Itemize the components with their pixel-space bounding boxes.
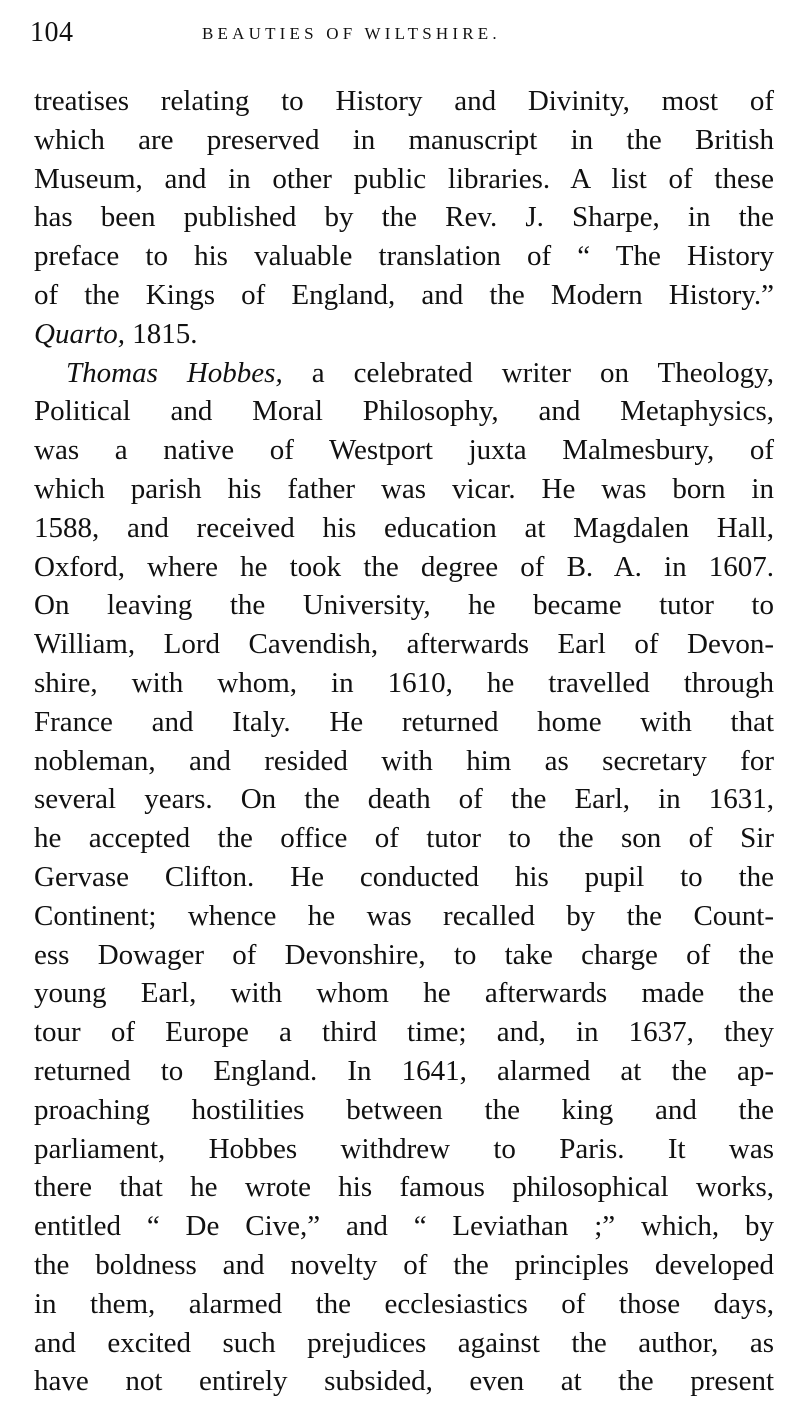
page-header <box>30 16 775 50</box>
text-line: Museum, and in other public libraries. A list of these <box>34 162 774 195</box>
text-line <box>34 354 774 393</box>
text-line: have not entirely subsided, even at the present <box>34 1365 774 1398</box>
text-line: several years. On the death of the Earl, in 1631, <box>34 783 774 816</box>
text-line: entitled “ De Cive,” and “ Leviathan ;” which, by <box>34 1210 774 1243</box>
italic-text: Quarto, <box>34 317 126 350</box>
italic-name: Thomas Hobbes, <box>66 356 283 389</box>
text-line: William, Lord Cavendish, afterwards Earl of Devon- <box>34 628 774 661</box>
text-line: preface to his valuable translation of “ The History <box>34 240 774 273</box>
text-line: On leaving the University, he became tutor to <box>34 589 774 622</box>
text-line: Gervase Clifton. He conducted his pupil to the <box>34 860 774 893</box>
running-title: BEAUTIES OF WILTSHIRE. <box>202 24 501 43</box>
text-line: 1588, and received his education at Magdalen Hall, <box>34 511 774 544</box>
page-number: 104 <box>30 17 74 48</box>
text-line: proaching hostilities between the king and the <box>34 1093 774 1126</box>
text-line: which parish his father was vicar. He was born in <box>34 472 774 505</box>
text-line: young Earl, with whom he afterwards made the <box>34 977 774 1010</box>
text-line: shire, with whom, in 1610, he travelled through <box>34 666 774 699</box>
text-line: Continent; whence he was recalled by the Count- <box>34 899 774 932</box>
text-line: in them, alarmed the ecclesiastics of those days, <box>34 1287 774 1320</box>
text-span: 1815. <box>125 317 198 350</box>
text-line: of the Kings of England, and the Modern History.” <box>34 278 774 311</box>
text-line: France and Italy. He returned home with that <box>34 705 774 738</box>
text-line: returned to England. In 1641, alarmed at the ap- <box>34 1054 774 1087</box>
text-line: and excited such prejudices against the author, as <box>34 1326 774 1359</box>
text-line: has been published by the Rev. J. Sharpe, in the <box>34 201 774 234</box>
text-line <box>34 315 774 354</box>
text-line: there that he wrote his famous philosophical works, <box>34 1171 774 1204</box>
text-line: he accepted the office of tutor to the son of Sir <box>34 822 774 855</box>
text-line: ess Dowager of Devonshire, to take charge of the <box>34 938 774 971</box>
text-line: tour of Europe a third time; and, in 1637, they <box>34 1016 774 1049</box>
text-line: nobleman, and resided with him as secretary for <box>34 744 774 777</box>
text-line: which are preserved in manuscript in the British <box>34 123 774 156</box>
text-line: parliament, Hobbes withdrew to Paris. It was <box>34 1132 774 1165</box>
text-line: Political and Moral Philosophy, and Metaphysics, <box>34 395 774 428</box>
text-line: was a native of Westport juxta Malmesbury, of <box>34 434 774 467</box>
text-line: treatises relating to History and Divinity, most of <box>34 85 774 117</box>
text-line: the boldness and novelty of the principles developed <box>34 1248 774 1281</box>
text-line: Oxford, where he took the degree of B. A. in 1607. <box>34 550 774 583</box>
body-text <box>34 82 774 1401</box>
text-span: a celebrated writer on Theology, <box>282 356 774 389</box>
